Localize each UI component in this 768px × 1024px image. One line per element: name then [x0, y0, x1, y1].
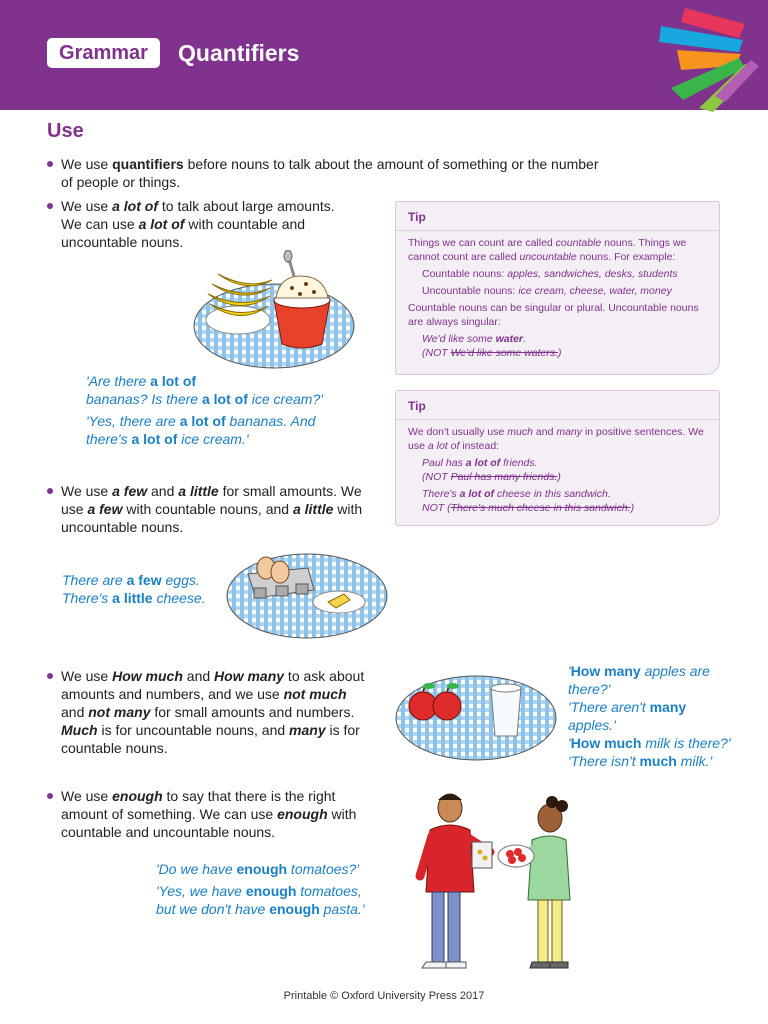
eggs-cheese-illustration: [224, 550, 390, 640]
tip-heading: Tip: [396, 391, 719, 420]
bullet-how-much-how-many: We use How much and How many to ask about amounts and numbers, and we use not much and not many for small amounts and numbers. Much is for uncountable nouns, and many is for countable nouns.: [47, 667, 387, 757]
tip-heading: Tip: [396, 202, 719, 231]
page-header: [0, 0, 768, 110]
bullet-dot: [47, 793, 53, 799]
example-a-lot-of: 'Are there a lot of bananas? Is there a lot of ice cream?' 'Yes, there are a lot of bananas. And there's a lot of ice cream.': [86, 373, 323, 447]
bullet-dot: [47, 203, 53, 209]
section-heading-use: Use: [47, 120, 84, 142]
apples-milk-illustration: [393, 668, 559, 764]
example-a-few-a-little: There are a few eggs. There's a little cheese.: [62, 572, 206, 606]
bullet-dot: [47, 673, 53, 679]
bullet-enough: We use enough to say that there is the right amount of something. We can use enough with countable and uncountable nouns.: [47, 787, 387, 841]
tip-box-countable: Tip Things we can count are called countable nouns. Things we cannot count are called uncountable nouns. For example: Countable nouns: apples, sandwiches, desks, students Uncountable nouns: ice cream, cheese, water, money Countable nouns can be singular or plural. Uncountable nouns are always singular: We'd like some water. (NOT We'd like some waters.): [395, 201, 720, 375]
grammar-badge: Grammar: [47, 38, 160, 68]
example-how-much-how-many: 'How many apples are there?' 'There aren't many apples.' 'How much milk is there?' 'There isn't much milk.': [568, 663, 731, 769]
bananas-icecream-illustration: [190, 250, 358, 372]
bullet-a-lot-of: We use a lot of to talk about large amounts. We can use a lot of with countable and uncountable nouns.: [47, 197, 367, 251]
bullet-dot: [47, 161, 53, 167]
bullet-a-few-a-little: We use a few and a little for small amounts. We use a few with countable nouns, and a little with uncountable nouns.: [47, 482, 377, 536]
bullet-dot: [47, 488, 53, 494]
example-enough: 'Do we have enough tomatoes?' 'Yes, we have enough tomatoes, but we don't have enough pasta.': [156, 861, 365, 917]
bullet-quantifiers: We use quantifiers before nouns to talk about the amount of something or the number of people or things.: [47, 155, 647, 191]
footer-copyright: Printable © Oxford University Press 2017: [283, 990, 485, 1002]
people-illustration: [392, 790, 602, 975]
crayon-fan-logo: [655, 0, 768, 116]
tip-box-much-many: Tip We don't usually use much and many in positive sentences. We use a lot of instead: Paul has a lot of friends. (NOT Paul has many friends.) There's a lot of cheese in this sandwich. NOT (There's much cheese in this sandwich.): [395, 390, 720, 526]
page-title: Quantifiers: [178, 40, 300, 66]
